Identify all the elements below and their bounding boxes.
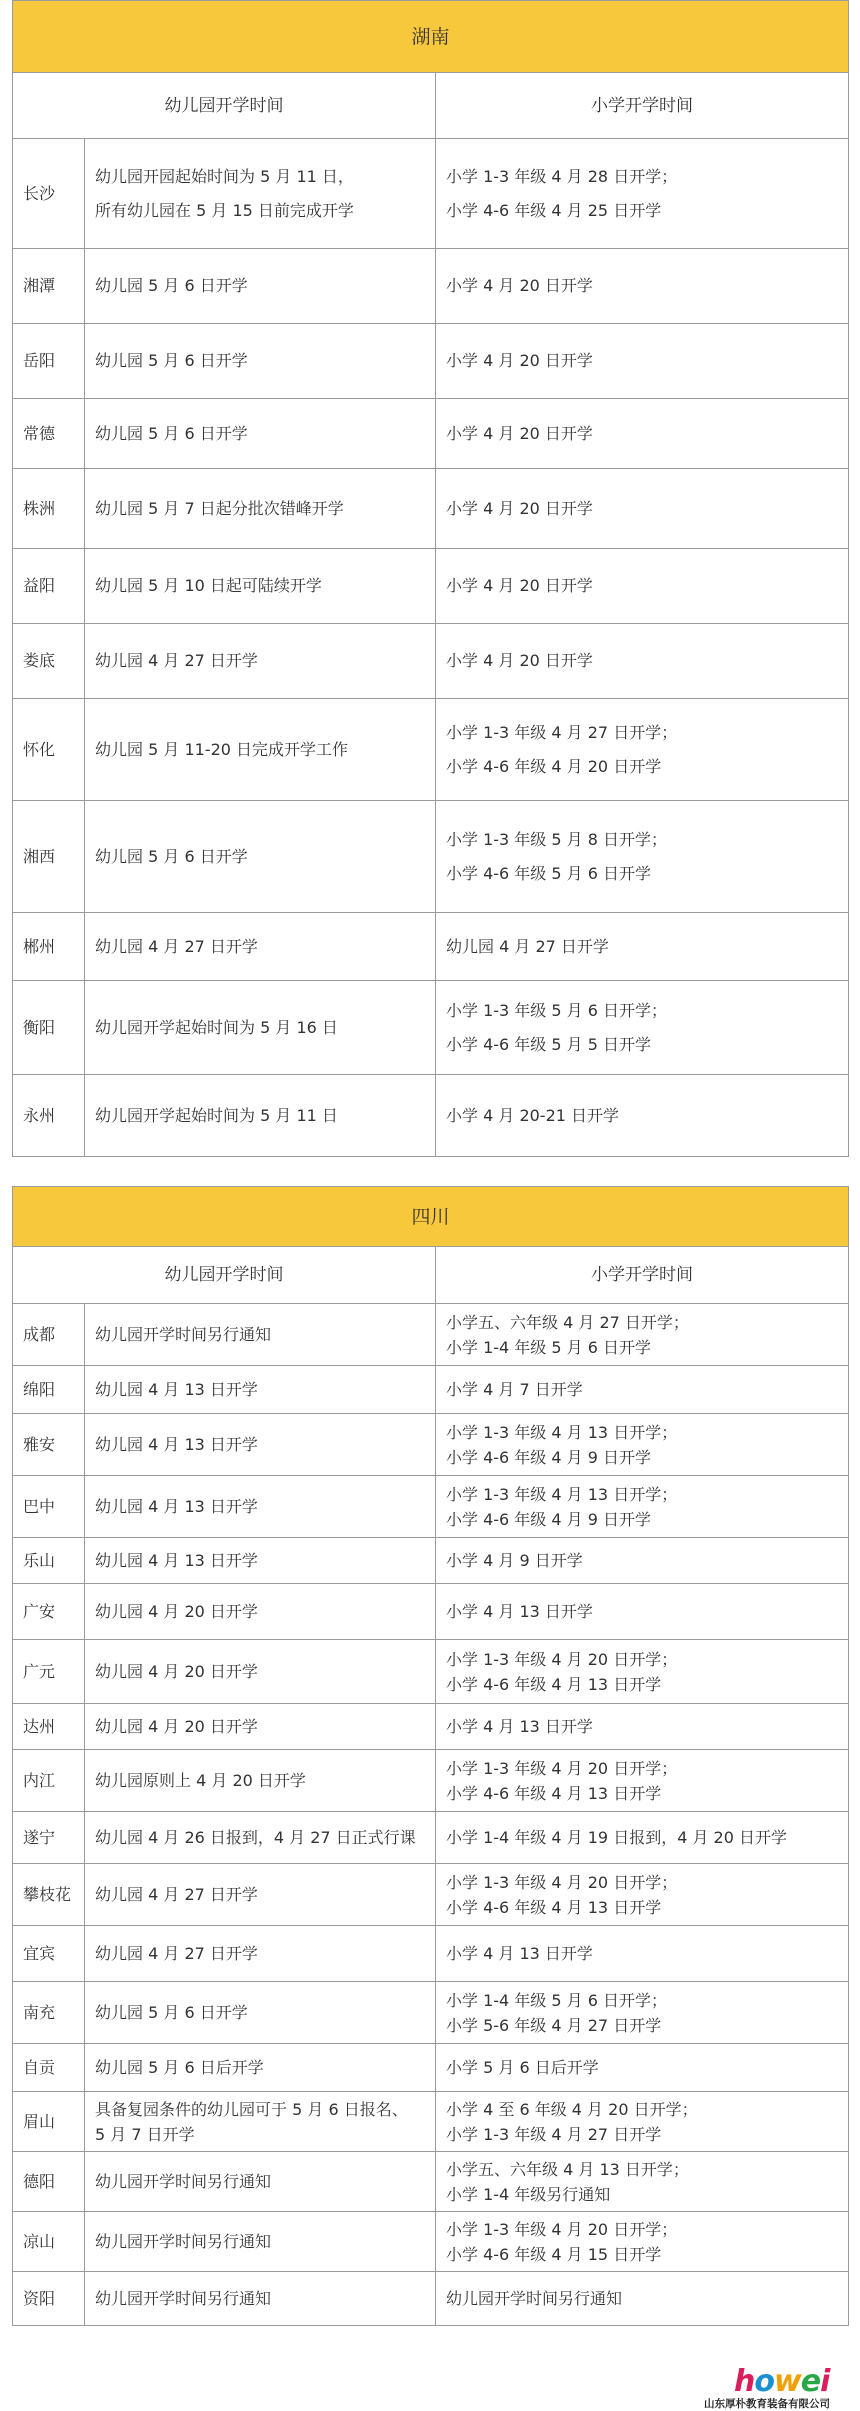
cell-line: 小学 4 月 20 日开学 xyxy=(446,651,593,670)
cell-line: 幼儿园 5 月 6 日后开学 xyxy=(95,2058,264,2077)
primary-date xyxy=(436,469,849,549)
kindergarten-date xyxy=(85,1304,436,1366)
primary-date xyxy=(436,249,849,324)
primary-date xyxy=(436,2212,849,2272)
kindergarten-date xyxy=(85,399,436,469)
city-name: 凉山 xyxy=(13,2212,85,2272)
cell-line: 小学 4 月 13 日开学 xyxy=(446,1717,593,1736)
city-name: 永州 xyxy=(13,1075,85,1157)
kindergarten-date xyxy=(85,1704,436,1750)
kindergarten-date xyxy=(85,1366,436,1414)
hunan-primary-header: 小学开学时间 xyxy=(436,73,849,139)
kindergarten-date xyxy=(85,913,436,981)
kindergarten-date xyxy=(85,1812,436,1864)
table-row xyxy=(13,399,849,469)
table-row xyxy=(13,1640,849,1704)
table-row xyxy=(13,2044,849,2092)
cell-line: 幼儿园 5 月 6 日开学 xyxy=(95,351,248,370)
table-row xyxy=(13,1864,849,1926)
city-name: 广元 xyxy=(13,1640,85,1704)
cell-line: 幼儿园开学时间另行通知 xyxy=(95,2172,272,2191)
cell-line: 幼儿园 4 月 27 日开学 xyxy=(95,1885,258,1904)
cell-line: 幼儿园 5 月 6 日开学 xyxy=(95,2003,248,2022)
table-row xyxy=(13,1750,849,1812)
cell-line: 小学 4 月 20 日开学 xyxy=(446,576,593,595)
kindergarten-date xyxy=(85,1926,436,1982)
cell-line: 小学 4-6 年级 4 月 9 日开学 xyxy=(446,1509,652,1529)
kindergarten-date xyxy=(85,624,436,699)
kindergarten-date xyxy=(85,1864,436,1926)
table-row xyxy=(13,139,849,249)
cell-line: 小学 1-4 年级 5 月 6 日开学 xyxy=(446,1337,652,1357)
primary-date xyxy=(436,139,849,249)
primary-date xyxy=(436,1640,849,1704)
city-name: 雅安 xyxy=(13,1414,85,1476)
cell-line: 幼儿园 4 月 27 日开学 xyxy=(95,936,258,956)
primary-date xyxy=(436,1304,849,1366)
logo-wordmark: howei xyxy=(734,2364,830,2399)
kindergarten-date xyxy=(85,324,436,399)
table-row xyxy=(13,469,849,549)
cell-line: 幼儿园 4 月 20 日开学 xyxy=(95,1602,258,1621)
city-name: 成都 xyxy=(13,1304,85,1366)
kindergarten-date xyxy=(85,699,436,801)
cell-line: 幼儿园 4 月 13 日开学 xyxy=(95,1435,258,1454)
cell-line: 小学 4-6 年级 4 月 25 日开学 xyxy=(446,200,662,220)
cell-line: 小学 4-6 年级 4 月 13 日开学 xyxy=(446,1897,662,1917)
cell-line: 小学 4-6 年级 4 月 13 日开学 xyxy=(446,1674,662,1694)
cell-line: 小学 4 月 13 日开学 xyxy=(446,1944,593,1963)
cell-line: 小学 1-4 年级另行通知 xyxy=(446,2184,611,2204)
table-row xyxy=(13,1812,849,1864)
sichuan-kinder-header: 幼儿园开学时间 xyxy=(13,1247,436,1304)
city-name: 自贡 xyxy=(13,2044,85,2092)
table-row xyxy=(13,624,849,699)
city-name: 株洲 xyxy=(13,469,85,549)
cell-line: 小学 4 月 7 日开学 xyxy=(446,1380,583,1399)
kindergarten-date xyxy=(85,1414,436,1476)
kindergarten-date xyxy=(85,469,436,549)
cell-line: 小学五、六年级 4 月 13 日开学； xyxy=(446,2159,689,2179)
city-name: 岳阳 xyxy=(13,324,85,399)
table-row xyxy=(13,1075,849,1157)
cell-line: 小学 4-6 年级 5 月 6 日开学 xyxy=(446,863,652,883)
table-row xyxy=(13,1414,849,1476)
table-row xyxy=(13,1926,849,1982)
hunan-kinder-header: 幼儿园开学时间 xyxy=(13,73,436,139)
kindergarten-date xyxy=(85,1476,436,1538)
hunan-title: 湖南 xyxy=(13,1,849,73)
cell-line: 幼儿园开学时间另行通知 xyxy=(95,2232,272,2251)
cell-line: 幼儿园开学时间另行通知 xyxy=(95,1325,272,1344)
primary-date xyxy=(436,913,849,981)
table-row xyxy=(13,2212,849,2272)
primary-date xyxy=(436,549,849,624)
cell-line: 小学 4-6 年级 5 月 5 日开学 xyxy=(446,1034,652,1054)
cell-line: 小学 1-3 年级 4 月 20 日开学； xyxy=(446,1872,678,1892)
cell-line: 幼儿园 5 月 6 日开学 xyxy=(95,276,248,295)
primary-date xyxy=(436,1075,849,1157)
company-logo xyxy=(704,2364,854,2408)
cell-line: 小学 4-6 年级 4 月 15 日开学 xyxy=(446,2244,662,2264)
city-name: 内江 xyxy=(13,1750,85,1812)
primary-date xyxy=(436,2092,849,2152)
cell-line: 幼儿园 4 月 26 日报到，4 月 27 日正式行课 xyxy=(95,1828,416,1847)
logo-company-name: 山东厚朴教育装备有限公司 xyxy=(704,2398,830,2410)
city-name: 娄底 xyxy=(13,624,85,699)
primary-date xyxy=(436,1414,849,1476)
city-name: 常德 xyxy=(13,399,85,469)
primary-date xyxy=(436,1926,849,1982)
cell-line: 小学 1-3 年级 4 月 13 日开学； xyxy=(446,1422,678,1442)
primary-date xyxy=(436,981,849,1075)
primary-date xyxy=(436,1704,849,1750)
kindergarten-date xyxy=(85,801,436,913)
cell-line: 幼儿园 5 月 6 日开学 xyxy=(95,846,248,866)
table-row xyxy=(13,549,849,624)
city-name: 眉山 xyxy=(13,2092,85,2152)
city-name: 遂宁 xyxy=(13,1812,85,1864)
cell-line: 小学 1-3 年级 5 月 8 日开学； xyxy=(446,829,668,849)
kindergarten-date xyxy=(85,139,436,249)
cell-line: 小学 4-6 年级 4 月 20 日开学 xyxy=(446,756,662,776)
cell-line: 幼儿园 4 月 27 日开学 xyxy=(95,1944,258,1963)
primary-date xyxy=(436,1812,849,1864)
hunan-rows xyxy=(13,139,849,1157)
cell-line: 幼儿园 4 月 20 日开学 xyxy=(95,1662,258,1681)
cell-line: 幼儿园 5 月 6 日开学 xyxy=(95,423,248,443)
primary-date xyxy=(436,1538,849,1584)
city-name: 乐山 xyxy=(13,1538,85,1584)
cell-line: 小学 1-3 年级 4 月 27 日开学； xyxy=(446,722,678,742)
table-row xyxy=(13,2152,849,2212)
table-row xyxy=(13,1982,849,2044)
city-name: 德阳 xyxy=(13,2152,85,2212)
cell-line: 小学 4 月 9 日开学 xyxy=(446,1551,583,1570)
table-row xyxy=(13,1538,849,1584)
table-row xyxy=(13,324,849,399)
primary-date xyxy=(436,2272,849,2326)
primary-date xyxy=(436,2152,849,2212)
kindergarten-date xyxy=(85,1982,436,2044)
cell-line: 幼儿园 4 月 13 日开学 xyxy=(95,1380,258,1399)
cell-line: 小学 1-3 年级 4 月 13 日开学； xyxy=(446,1484,678,1504)
cell-line: 具备复园条件的幼儿园可于 5 月 6 日报名、 xyxy=(95,2099,408,2119)
primary-date xyxy=(436,699,849,801)
cell-line: 幼儿园开学时间另行通知 xyxy=(95,2289,272,2308)
cell-line: 小学 4-6 年级 4 月 9 日开学 xyxy=(446,1447,652,1467)
cell-line: 小学 4 至 6 年级 4 月 20 日开学； xyxy=(446,2099,698,2119)
cell-line: 小学 1-3 年级 4 月 20 日开学； xyxy=(446,1649,678,1669)
cell-line: 小学 4-6 年级 4 月 13 日开学 xyxy=(446,1783,662,1803)
kindergarten-date xyxy=(85,2272,436,2326)
city-name: 绵阳 xyxy=(13,1366,85,1414)
table-row xyxy=(13,2092,849,2152)
cell-line: 幼儿园开学时间另行通知 xyxy=(446,2289,623,2308)
cell-line: 小学 4 月 20 日开学 xyxy=(446,351,593,370)
primary-date xyxy=(436,624,849,699)
table-row xyxy=(13,1476,849,1538)
cell-line: 小学 4 月 20 日开学 xyxy=(446,276,593,295)
cell-line: 所有幼儿园在 5 月 15 日前完成开学 xyxy=(95,200,354,220)
cell-line: 幼儿园 4 月 13 日开学 xyxy=(95,1551,258,1570)
primary-date xyxy=(436,801,849,913)
city-name: 郴州 xyxy=(13,913,85,981)
kindergarten-date xyxy=(85,2152,436,2212)
cell-line: 小学 1-3 年级 5 月 6 日开学； xyxy=(446,1000,668,1020)
cell-line: 小学 1-3 年级 4 月 20 日开学； xyxy=(446,1758,678,1778)
cell-line: 5 月 7 日开学 xyxy=(95,2124,195,2144)
city-name: 益阳 xyxy=(13,549,85,624)
hunan-table xyxy=(12,0,849,1157)
cell-line: 幼儿园原则上 4 月 20 日开学 xyxy=(95,1771,306,1790)
city-name: 巴中 xyxy=(13,1476,85,1538)
cell-line: 小学 4 月 20 日开学 xyxy=(446,498,593,518)
city-name: 怀化 xyxy=(13,699,85,801)
cell-line: 小学五、六年级 4 月 27 日开学； xyxy=(446,1312,689,1332)
kindergarten-date xyxy=(85,981,436,1075)
table-row xyxy=(13,699,849,801)
kindergarten-date xyxy=(85,1640,436,1704)
cell-line: 幼儿园开学起始时间为 5 月 11 日 xyxy=(95,1105,338,1125)
table-row xyxy=(13,1584,849,1640)
kindergarten-date xyxy=(85,1075,436,1157)
table-row xyxy=(13,981,849,1075)
city-name: 宜宾 xyxy=(13,1926,85,1982)
sichuan-title: 四川 xyxy=(13,1187,849,1247)
cell-line: 小学 4 月 20-21 日开学 xyxy=(446,1105,620,1125)
cell-line: 小学 1-3 年级 4 月 27 日开学 xyxy=(446,2124,662,2144)
city-name: 广安 xyxy=(13,1584,85,1640)
table-row xyxy=(13,249,849,324)
kindergarten-date xyxy=(85,1750,436,1812)
cell-line: 幼儿园 4 月 13 日开学 xyxy=(95,1497,258,1516)
primary-date xyxy=(436,2044,849,2092)
table-row xyxy=(13,2272,849,2326)
city-name: 衡阳 xyxy=(13,981,85,1075)
table-row xyxy=(13,1304,849,1366)
primary-date xyxy=(436,1982,849,2044)
primary-date xyxy=(436,1750,849,1812)
cell-line: 小学 1-4 年级 4 月 19 日报到，4 月 20 日开学 xyxy=(446,1828,787,1847)
cell-line: 幼儿园开园起始时间为 5 月 11 日， xyxy=(95,166,354,186)
cell-line: 幼儿园 5 月 7 日起分批次错峰开学 xyxy=(95,498,344,518)
sichuan-table xyxy=(12,1186,849,2326)
cell-line: 幼儿园 4 月 27 日开学 xyxy=(95,651,258,670)
sichuan-rows xyxy=(13,1304,849,2326)
city-name: 长沙 xyxy=(13,139,85,249)
cell-line: 幼儿园 4 月 20 日开学 xyxy=(95,1717,258,1736)
kindergarten-date xyxy=(85,2092,436,2152)
cell-line: 幼儿园 5 月 10 日起可陆续开学 xyxy=(95,576,322,595)
primary-date xyxy=(436,399,849,469)
primary-date xyxy=(436,1476,849,1538)
table-row xyxy=(13,1366,849,1414)
cell-line: 小学 1-4 年级 5 月 6 日开学； xyxy=(446,1990,668,2010)
sichuan-primary-header: 小学开学时间 xyxy=(436,1247,849,1304)
cell-line: 小学 5-6 年级 4 月 27 日开学 xyxy=(446,2015,662,2035)
cell-line: 小学 1-3 年级 4 月 28 日开学； xyxy=(446,166,678,186)
city-name: 湘潭 xyxy=(13,249,85,324)
primary-date xyxy=(436,1864,849,1926)
table-row xyxy=(13,913,849,981)
cell-line: 小学 4 月 20 日开学 xyxy=(446,423,593,443)
city-name: 南充 xyxy=(13,1982,85,2044)
city-name: 攀枝花 xyxy=(13,1864,85,1926)
kindergarten-date xyxy=(85,2044,436,2092)
cell-line: 幼儿园 5 月 11-20 日完成开学工作 xyxy=(95,739,349,759)
cell-line: 幼儿园 4 月 27 日开学 xyxy=(446,936,609,956)
primary-date xyxy=(436,324,849,399)
kindergarten-date xyxy=(85,549,436,624)
city-name: 达州 xyxy=(13,1704,85,1750)
primary-date xyxy=(436,1584,849,1640)
cell-line: 幼儿园开学起始时间为 5 月 16 日 xyxy=(95,1017,338,1037)
primary-date xyxy=(436,1366,849,1414)
kindergarten-date xyxy=(85,249,436,324)
table-row xyxy=(13,1704,849,1750)
cell-line: 小学 4 月 13 日开学 xyxy=(446,1602,593,1621)
cell-line: 小学 1-3 年级 4 月 20 日开学； xyxy=(446,2219,678,2239)
cell-line: 小学 5 月 6 日后开学 xyxy=(446,2058,599,2077)
kindergarten-date xyxy=(85,2212,436,2272)
city-name: 湘西 xyxy=(13,801,85,913)
table-row xyxy=(13,801,849,913)
kindergarten-date xyxy=(85,1538,436,1584)
city-name: 资阳 xyxy=(13,2272,85,2326)
kindergarten-date xyxy=(85,1584,436,1640)
